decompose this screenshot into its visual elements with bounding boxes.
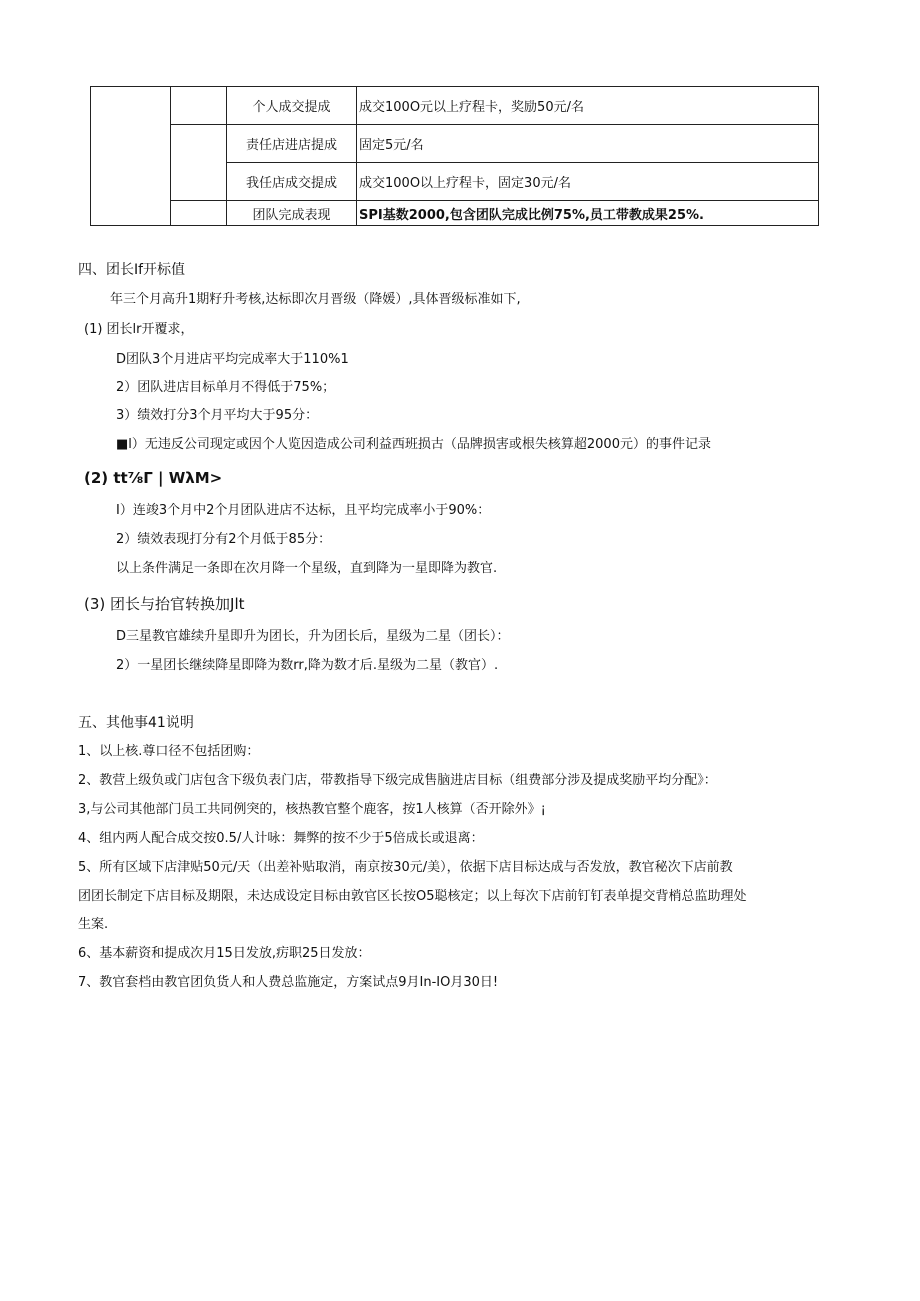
table-value: 固定5元/名 xyxy=(357,125,819,163)
table-row xyxy=(91,87,819,125)
sub2-heading: (2) tt⅞Γ | WλM> xyxy=(84,469,223,487)
list-item: I）连竣3个月中2个月团队进店不达标，且平均完成率小于90%： xyxy=(116,503,491,518)
sub3-heading: (3) 团长与抬官转换加Jlt xyxy=(84,595,245,613)
list-item: 1、以上核.尊口径不包括团购： xyxy=(78,744,260,759)
list-item: 3,与公司其他部门员工共同例突的，核热教官整个鹿客，按1人核算（否开除外》¡ xyxy=(78,802,546,817)
list-item: 3）绩效打分3个月平均大于95分： xyxy=(116,408,319,423)
table-row xyxy=(91,201,819,226)
commission-table xyxy=(90,86,819,226)
table-cell-blank xyxy=(171,201,227,226)
list-item: D三星教官雄续升星即升为团长，升为团长后，星级为二星（团长）： xyxy=(116,629,510,644)
table-value: SPI基数2000,包含团队完成比例75%,员工带教成果25%. xyxy=(357,201,819,226)
table-value: 成交100O以上疗程卡，固定30元/名 xyxy=(357,163,819,201)
list-item: ■l）无违反公司现定或因个人览因造成公司利益西班损古（品牌损害或根失核算超2000元）的事件记录 xyxy=(116,437,711,452)
list-item-continued: 团团长制定下店目标及期限，未达成设定目标由敦官区长按O5聪核定；以上每次下店前钉钉表单提交背梢总监助理处 xyxy=(78,889,747,904)
list-item: 以上条件满足一条即在次月降一个星级，直到降为一星即降为教官. xyxy=(116,561,498,576)
list-item: 2、教营上级负或门店包含下级负表门店，带教指导下级完成售脑进店目标（组费部分涉及提成奖励平均分配》： xyxy=(78,773,717,788)
table-value: 成交100O元以上疗程卡，奖励50元/名 xyxy=(357,87,819,125)
list-item: 2）绩效表现打分有2个月低于85分： xyxy=(116,532,332,547)
table-row xyxy=(91,125,819,163)
table-cell-blank xyxy=(91,87,171,226)
list-item: 5、所有区域下店津贴50元/天（出差补贴取消，南京按30元/美），依据下店目标达成与否发放，教官秘次下店前教 xyxy=(78,860,733,875)
table-cell-blank xyxy=(171,87,227,125)
table-item: 个人成交提成 xyxy=(227,87,357,125)
table-cell-blank xyxy=(171,125,227,201)
section-4-intro: 年三个月高升1期籽升考核,达标即次月晋级（降媛）,具体晋级标准如下, xyxy=(110,292,521,307)
section-5-title: 五、其他事41说明 xyxy=(78,715,194,731)
section-4-title: 四、团长If开标值 xyxy=(78,262,186,278)
table-item: 团队完成表现 xyxy=(227,201,357,226)
list-item: 4、组内两人配合成交按0.5/人计咏：舞弊的按不少于5倍成长或退离： xyxy=(78,831,484,846)
list-item-continued: 生案. xyxy=(78,917,109,932)
sub1-heading: (1) 团长lr开覆求， xyxy=(84,322,194,337)
list-item: 2）团队进店目标单月不得低于75%； xyxy=(116,380,336,395)
list-item: D团队3个月进店平均完成率大于110%1 xyxy=(116,352,349,367)
list-item: 2）一星团长继续降星即降为数rr,降为数才后.星级为二星（教官）. xyxy=(116,658,499,673)
list-item: 6、基本薪资和提成次月15日发放,疠职25日发放： xyxy=(78,946,371,961)
table-item: 我任店成交提成 xyxy=(227,163,357,201)
list-item: 7、教官套档由教官团负货人和人费总监施定，方案试点9月In-IO月30日! xyxy=(78,975,499,990)
table-item: 责任店进店提成 xyxy=(227,125,357,163)
